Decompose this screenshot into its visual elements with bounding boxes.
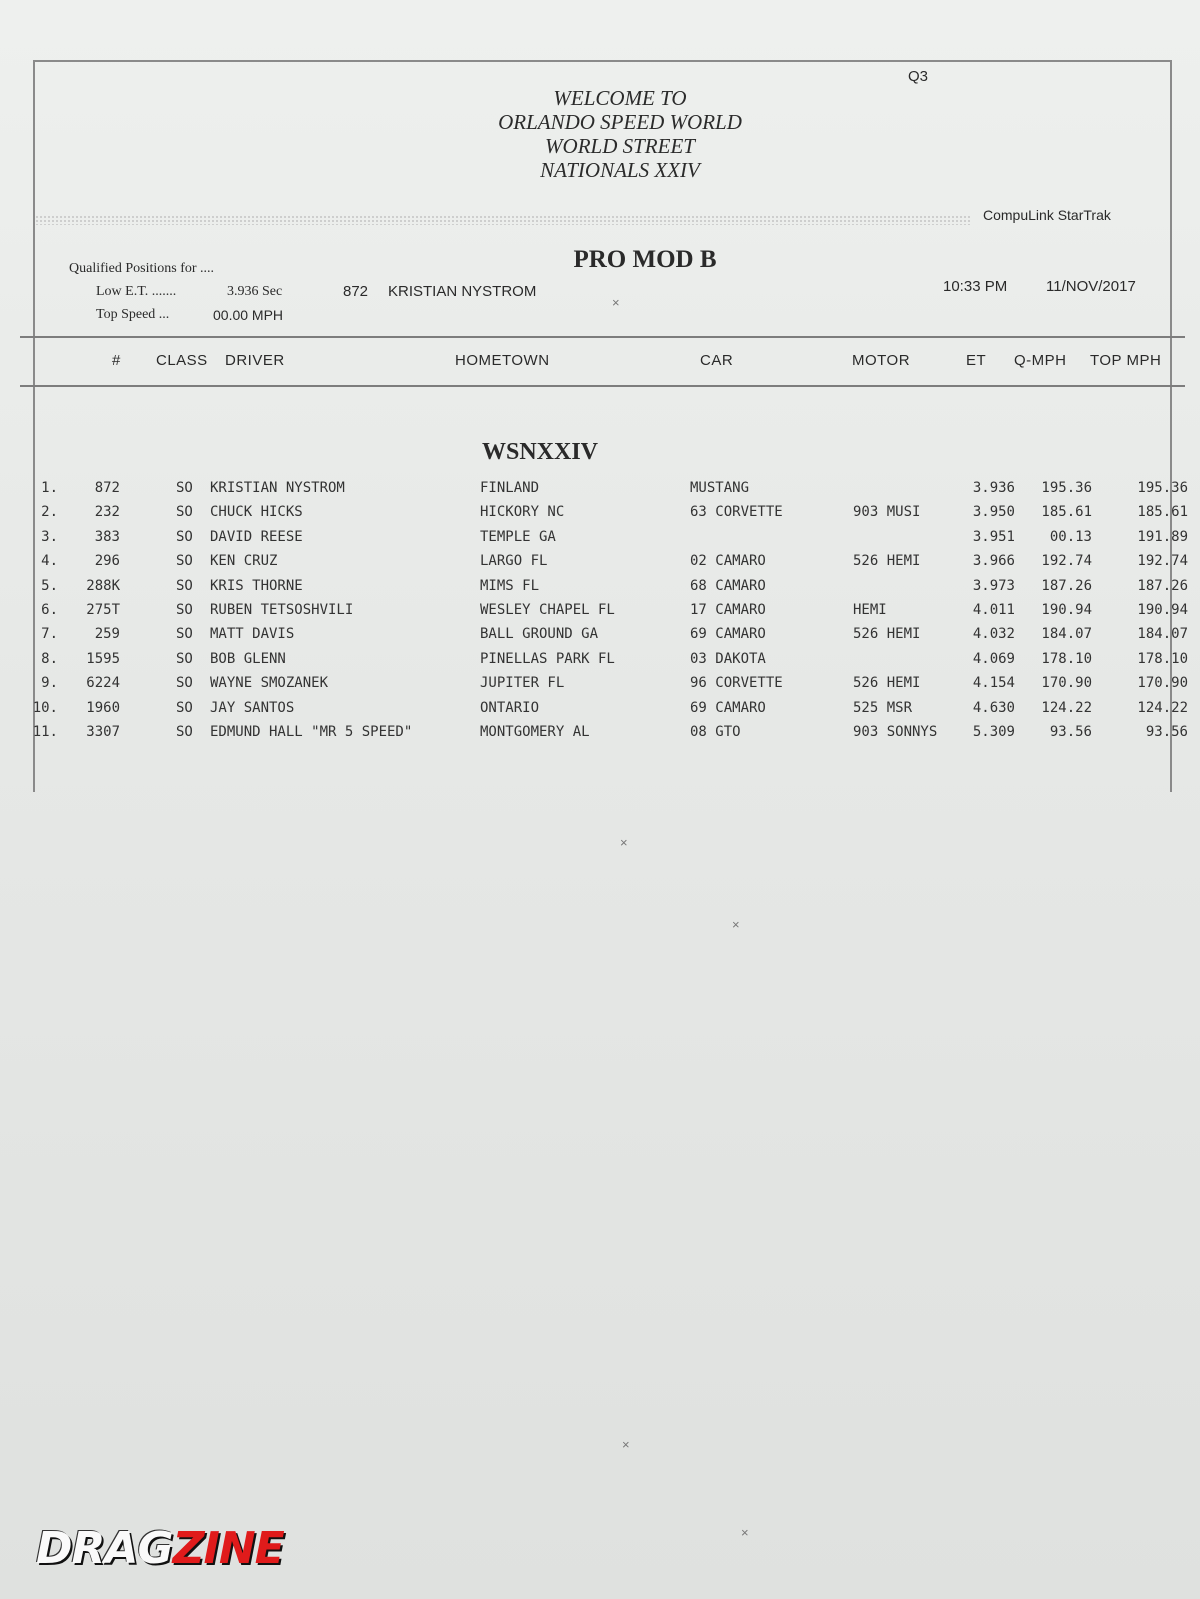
row-motor: 903 MUSI <box>853 504 921 521</box>
row-qmph: 184.07 <box>1041 626 1092 643</box>
table-row <box>0 700 1200 724</box>
row-qmph: 185.61 <box>1041 504 1092 521</box>
row-top-mph: 195.36 <box>1137 480 1188 496</box>
row-qmph: 93.56 <box>1049 723 1092 740</box>
row-position: 9. <box>41 675 58 692</box>
print-time: 10:33 PM <box>943 278 1008 295</box>
row-driver: KRIS THORNE <box>210 577 303 594</box>
row-position: 5. <box>41 577 58 594</box>
row-car: 69 CAMARO <box>690 626 766 643</box>
row-car-number: 296 <box>94 553 120 570</box>
row-car: MUSTANG <box>690 480 750 496</box>
row-car: 68 CAMARO <box>690 577 766 594</box>
row-position: 6. <box>41 601 58 618</box>
row-car: 96 CORVETTE <box>690 675 783 692</box>
row-top-mph: 187.26 <box>1137 577 1188 594</box>
row-hometown: LARGO FL <box>480 553 548 570</box>
col-header-motor: MOTOR <box>852 352 911 369</box>
table-row <box>0 675 1200 699</box>
row-car: 03 DAKOTA <box>690 650 766 667</box>
row-hometown: BALL GROUND GA <box>480 626 599 643</box>
row-hometown: WESLEY CHAPEL FL <box>480 601 615 618</box>
row-qmph: 124.22 <box>1041 699 1092 716</box>
row-et: 3.973 <box>972 577 1015 594</box>
row-car-number: 275T <box>86 601 120 618</box>
row-motor: 526 HEMI <box>853 626 921 643</box>
col-header-topmph: TOP MPH <box>1090 352 1162 369</box>
welcome-line: ORLANDO SPEED WORLD <box>498 110 742 134</box>
row-driver: DAVID REESE <box>210 528 303 545</box>
row-et: 5.309 <box>972 723 1015 740</box>
logo-part-drag: DRAG <box>36 1523 173 1574</box>
table-row <box>0 651 1200 675</box>
row-motor: 526 HEMI <box>853 675 921 692</box>
row-hometown: JUPITER FL <box>480 675 565 692</box>
print-date: 11/NOV/2017 <box>1046 278 1136 295</box>
col-header-qmph: Q-MPH <box>1014 352 1067 369</box>
row-top-mph: 124.22 <box>1137 699 1188 716</box>
row-et: 4.011 <box>972 601 1015 618</box>
row-motor: 903 SONNYS <box>853 723 938 740</box>
low-et-label: Low E.T. ....... <box>96 284 177 299</box>
row-qmph: 00.13 <box>1049 528 1092 545</box>
row-motor: HEMI <box>853 601 887 618</box>
row-qmph: 187.26 <box>1041 577 1092 594</box>
row-hometown: ONTARIO <box>480 699 540 716</box>
col-header-et: ET <box>966 352 987 369</box>
row-et: 3.951 <box>972 528 1015 545</box>
row-top-mph: 192.74 <box>1137 553 1188 570</box>
row-class: SO <box>176 480 193 496</box>
section-title: WSNXXIV <box>481 439 598 465</box>
print-speck: × <box>732 917 740 932</box>
row-et: 4.032 <box>972 626 1015 643</box>
welcome-line: WELCOME TO <box>553 86 687 110</box>
event-class-title: PRO MOD B <box>573 246 717 273</box>
table-row <box>0 480 1200 504</box>
row-hometown: MONTGOMERY AL <box>480 723 590 740</box>
row-qmph: 170.90 <box>1041 675 1092 692</box>
row-qmph: 190.94 <box>1041 601 1092 618</box>
row-driver: KEN CRUZ <box>210 553 278 570</box>
row-et: 4.630 <box>972 699 1015 716</box>
row-position: 1. <box>41 480 58 496</box>
row-et: 4.069 <box>972 650 1015 667</box>
table-row <box>0 724 1200 748</box>
row-car-number: 1595 <box>86 650 120 667</box>
row-position: 2. <box>41 504 58 521</box>
row-top-mph: 190.94 <box>1137 601 1188 618</box>
row-car: 02 CAMARO <box>690 553 766 570</box>
row-driver: RUBEN TETSOSHVILI <box>210 601 354 618</box>
row-car: 63 CORVETTE <box>690 504 783 521</box>
row-class: SO <box>176 650 193 667</box>
row-et: 4.154 <box>972 675 1015 692</box>
print-speck: × <box>612 295 620 310</box>
row-driver: KRISTIAN NYSTROM <box>210 480 345 496</box>
row-class: SO <box>176 528 193 545</box>
table-row <box>0 578 1200 602</box>
row-et: 3.950 <box>972 504 1015 521</box>
table-row <box>0 504 1200 528</box>
row-qmph: 178.10 <box>1041 650 1092 667</box>
row-position: 4. <box>41 553 58 570</box>
logo-part-zine: ZINE <box>172 1523 284 1574</box>
row-driver: JAY SANTOS <box>210 699 295 716</box>
row-car: 69 CAMARO <box>690 699 766 716</box>
top-speed-value: 00.00 MPH <box>213 307 284 323</box>
qualifier-code: Q3 <box>908 68 929 85</box>
row-car-number: 1960 <box>86 699 120 716</box>
row-et: 3.936 <box>972 480 1015 496</box>
row-car-number: 872 <box>94 480 120 496</box>
top-speed-label: Top Speed ... <box>96 307 170 322</box>
row-car-number: 259 <box>94 626 120 643</box>
row-class: SO <box>176 553 193 570</box>
dragzine-watermark-logo <box>36 1523 284 1574</box>
row-hometown: MIMS FL <box>480 577 540 594</box>
row-car-number: 3307 <box>86 723 120 740</box>
col-header-car: CAR <box>700 352 734 369</box>
row-class: SO <box>176 723 193 740</box>
table-row <box>0 602 1200 626</box>
dotted-separator <box>35 215 970 225</box>
row-hometown: HICKORY NC <box>480 504 565 521</box>
row-top-mph: 93.56 <box>1145 723 1188 740</box>
print-speck: × <box>741 1525 749 1540</box>
welcome-title <box>440 86 800 182</box>
row-motor: 526 HEMI <box>853 553 921 570</box>
welcome-line: NATIONALS XXIV <box>540 158 700 182</box>
row-car: 08 GTO <box>690 723 741 740</box>
row-car-number: 288K <box>86 577 120 594</box>
row-position: 11. <box>32 723 58 740</box>
col-header-hometown: HOMETOWN <box>455 352 550 369</box>
row-top-mph: 178.10 <box>1137 650 1188 667</box>
welcome-line: WORLD STREET <box>545 134 695 158</box>
row-class: SO <box>176 504 193 521</box>
row-qmph: 195.36 <box>1041 480 1092 496</box>
row-car: 17 CAMARO <box>690 601 766 618</box>
row-hometown: PINELLAS PARK FL <box>480 650 615 667</box>
row-class: SO <box>176 699 193 716</box>
table-row <box>0 529 1200 553</box>
low-et-car-number: 872 <box>343 283 369 300</box>
row-class: SO <box>176 577 193 594</box>
row-driver: MATT DAVIS <box>210 626 295 643</box>
row-driver: CHUCK HICKS <box>210 504 303 521</box>
print-speck: × <box>620 835 628 850</box>
results-table <box>0 480 1200 748</box>
row-position: 3. <box>41 528 58 545</box>
col-header-driver: DRIVER <box>225 352 285 369</box>
row-driver: EDMUND HALL "MR 5 SPEED" <box>210 723 413 740</box>
print-speck: × <box>622 1437 630 1452</box>
row-position: 7. <box>41 626 58 643</box>
row-top-mph: 191.89 <box>1137 528 1188 545</box>
row-driver: WAYNE SMOZANEK <box>210 675 329 692</box>
row-position: 8. <box>41 650 58 667</box>
row-et: 3.966 <box>972 553 1015 570</box>
row-car-number: 6224 <box>86 675 120 692</box>
row-top-mph: 185.61 <box>1137 504 1188 521</box>
col-header-pos: # <box>112 352 121 369</box>
row-hometown: TEMPLE GA <box>480 528 556 545</box>
table-row <box>0 553 1200 577</box>
row-position: 10. <box>32 699 58 716</box>
row-top-mph: 184.07 <box>1137 626 1188 643</box>
table-row <box>0 626 1200 650</box>
qualified-positions-label: Qualified Positions for .... <box>69 261 215 276</box>
row-car-number: 232 <box>94 504 120 521</box>
low-et-value: 3.936 Sec <box>227 284 283 299</box>
row-qmph: 192.74 <box>1041 553 1092 570</box>
row-motor: 525 MSR <box>853 699 913 716</box>
row-car-number: 383 <box>94 528 120 545</box>
row-class: SO <box>176 626 193 643</box>
col-header-class: CLASS <box>156 352 208 369</box>
row-hometown: FINLAND <box>480 480 540 496</box>
row-class: SO <box>176 675 193 692</box>
row-driver: BOB GLENN <box>210 650 286 667</box>
low-et-driver: KRISTIAN NYSTROM <box>388 283 537 300</box>
timing-system-label: CompuLink StarTrak <box>983 207 1111 223</box>
row-top-mph: 170.90 <box>1137 675 1188 692</box>
row-class: SO <box>176 601 193 618</box>
